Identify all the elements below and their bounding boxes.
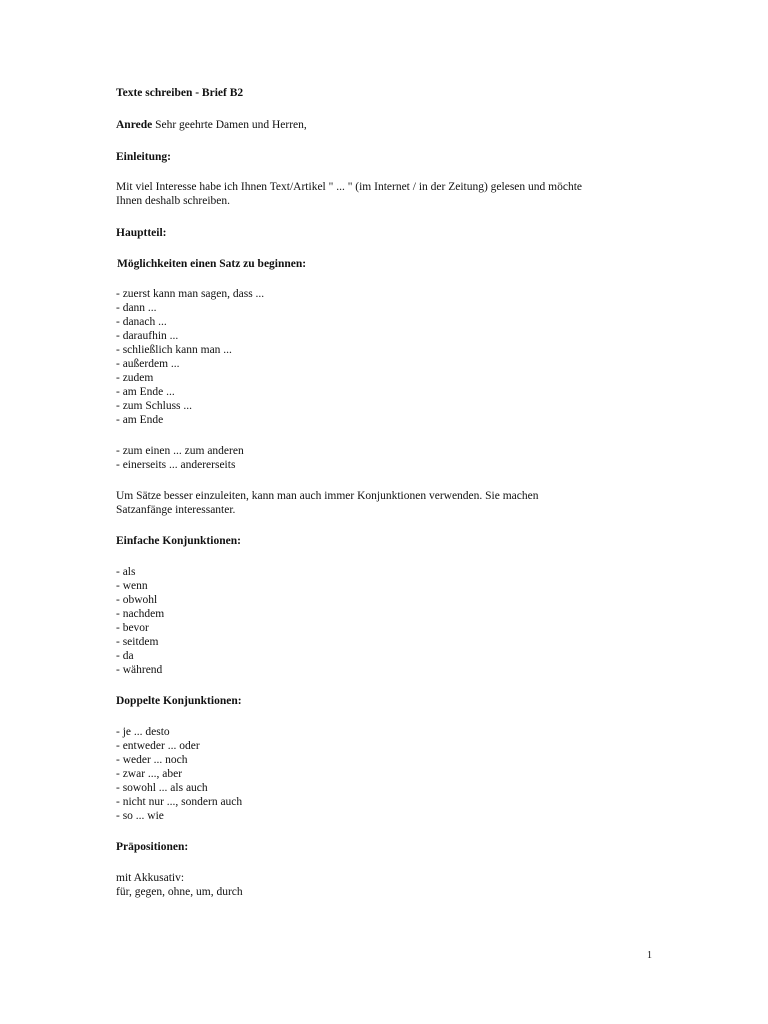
hinweis-line: Satzanfänge interessanter.	[116, 504, 236, 516]
einleitung-heading: Einleitung:	[116, 151, 171, 163]
list-item: - am Ende ...	[116, 386, 175, 398]
list-item: - obwohl	[116, 594, 158, 606]
list-item: - so ... wie	[116, 810, 164, 822]
document-title: Texte schreiben - Brief B2	[116, 87, 244, 99]
list-item: - je ... desto	[116, 726, 170, 738]
list-item: - seitdem	[116, 636, 159, 648]
list-item: - zudem	[116, 372, 154, 384]
list-item: - schließlich kann man ...	[116, 344, 232, 356]
page-number: 1	[647, 950, 652, 961]
satzbeginn-subheading: Möglichkeiten einen Satz zu beginnen:	[117, 258, 307, 270]
praepositionen-heading: Präpositionen:	[116, 841, 189, 853]
list-item: - entweder ... oder	[116, 740, 200, 752]
list-item: - nachdem	[116, 608, 165, 620]
praepositionen-line: mit Akkusativ:	[116, 872, 185, 884]
hinweis-line: Um Sätze besser einzuleiten, kann man auch immer Konjunktionen verwenden. Sie machen	[116, 490, 539, 502]
list-item: - während	[116, 664, 163, 676]
einleitung-line: Mit viel Interesse habe ich Ihnen Text/Artikel " ... " (im Internet / in der Zeitung) gelesen und möchte	[116, 181, 582, 193]
list-item: - da	[116, 650, 134, 662]
list-item: - am Ende	[116, 414, 164, 426]
list-item: - zwar ..., aber	[116, 768, 183, 780]
list-item: - bevor	[116, 622, 149, 634]
einleitung-line: Ihnen deshalb schreiben.	[116, 195, 231, 207]
list-item: - weder ... noch	[116, 754, 188, 766]
list-item: - danach ...	[116, 316, 167, 328]
doppelte-konjunktionen-heading: Doppelte Konjunktionen:	[116, 695, 242, 707]
anrede-text: Sehr geehrte Damen und Herren,	[155, 119, 307, 131]
list-item: - einerseits ... andererseits	[116, 459, 236, 471]
list-item: - wenn	[116, 580, 148, 592]
anrede-line	[116, 118, 307, 132]
praepositionen-line: für, gegen, ohne, um, durch	[116, 886, 243, 898]
list-item: - dann ...	[116, 302, 157, 314]
einfache-konjunktionen-heading: Einfache Konjunktionen:	[116, 535, 241, 547]
anrede-label: Anrede	[116, 119, 153, 131]
list-item: - daraufhin ...	[116, 330, 179, 342]
list-item: - außerdem ...	[116, 358, 180, 370]
list-item: - zum einen ... zum anderen	[116, 445, 244, 457]
list-item: - nicht nur ..., sondern auch	[116, 796, 243, 808]
list-item: - zuerst kann man sagen, dass ...	[116, 288, 265, 300]
hauptteil-heading: Hauptteil:	[116, 227, 167, 239]
list-item: - zum Schluss ...	[116, 400, 193, 412]
list-item: - sowohl ... als auch	[116, 782, 208, 794]
list-item: - als	[116, 566, 136, 578]
